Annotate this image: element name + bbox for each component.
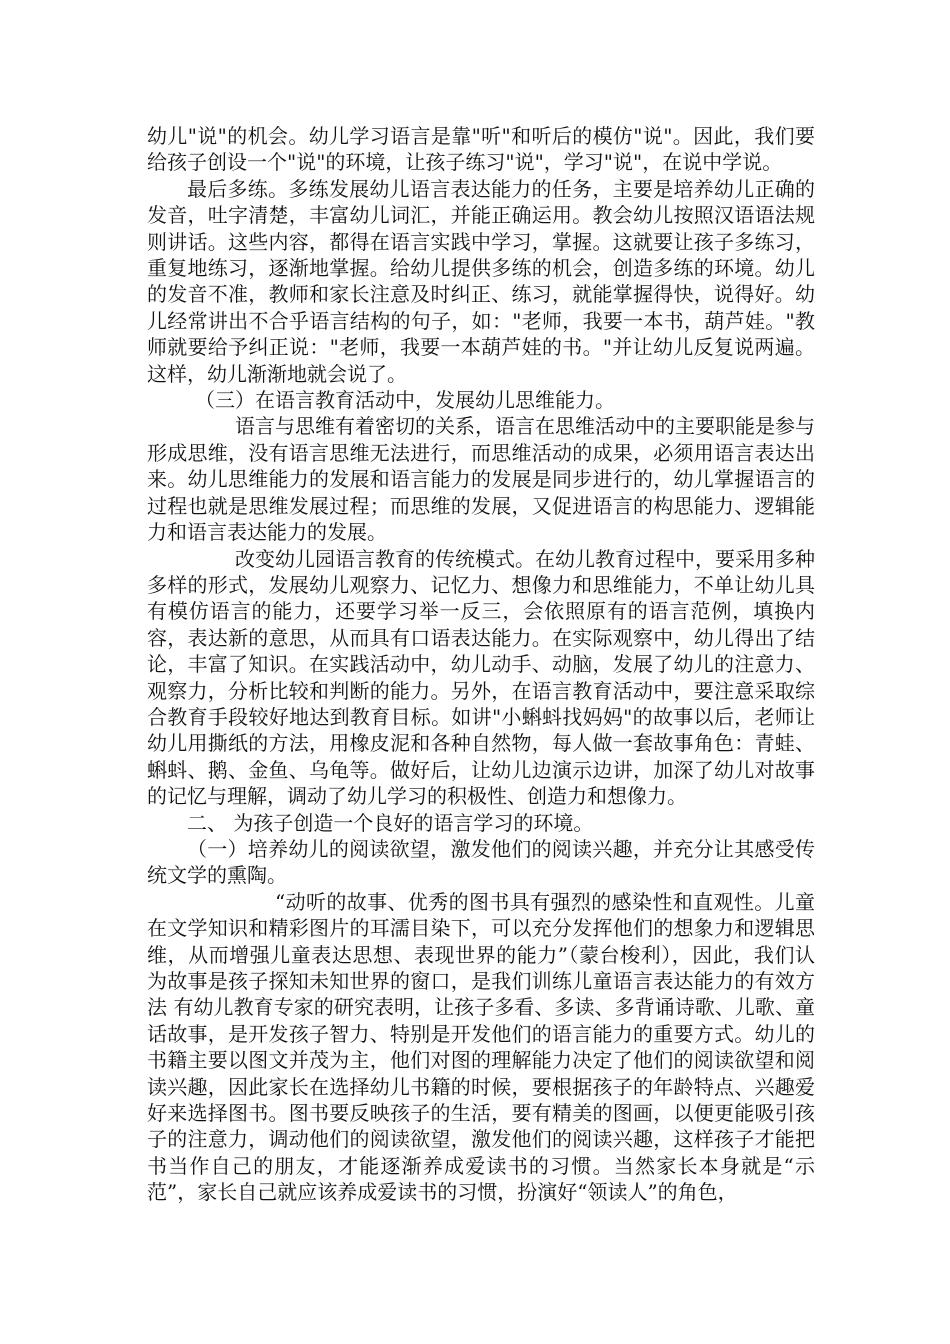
paragraph-change-mode: 改变幼儿园语言教育的传统模式。在幼儿教育过程中，要采用多种多样的形式，发展幼儿观察力、记忆力、想像力和思维能力，不单让幼儿具有模仿语言的能力，还要学习举一反三，会依照原有的语言范例，填换内容，表达新的意思，从而具有口语表达能力。在实际观察中，幼儿得出了结论，丰富了知识。在实践活动中，幼儿动手、动脑，发展了幼儿的注意力、观察力，分析比较和判断的能力。另外，在语言教育活动中，要注意采取综合教育手段较好地达到教育目标。如讲"小蝌蚪找妈妈"的故事以后，老师让幼儿用撕纸的方法，用橡皮泥和各种自然物，每人做一套故事角色：青蛙、蝌蚪、鹅、金鱼、乌龟等。做好后，让幼儿边演示边讲，加深了幼儿对故事的记忆与理解，调动了幼儿学习的积极性、创造力和想像力。 <box>147 546 815 809</box>
body-text <box>147 123 815 1206</box>
paragraph-practice-more: 最后多练。多练发展幼儿语言表达能力的任务，主要是培养幼儿正确的发音，吐字清楚，丰富幼儿词汇，并能正确运用。教会幼儿按照汉语语法规则讲话。这些内容，都得在语言实践中学习，掌握。这就要让孩子多练习，重复地练习，逐渐地掌握。给幼儿提供多练的机会，创造多练的环境。幼儿的发音不准，教师和家长注意及时纠正、练习，就能掌握得快，说得好。幼儿经常讲出不合乎语言结构的句子，如："老师，我要一本书，葫芦娃。"教师就要给予纠正说："老师，我要一本葫芦娃的书。"并让幼儿反复说两遍。这样，幼儿渐渐地就会说了。 <box>147 176 815 386</box>
section-heading-2: 二、 为孩子创造一个良好的语言学习的环境。 <box>187 810 594 835</box>
paragraph-continued: 幼儿"说"的机会。幼儿学习语言是靠"听"和听后的模仿"说"。因此，我们要给孩子创设一个"说"的环境，让孩子练习"说"，学习"说"，在说中学说。 <box>147 124 815 175</box>
paragraph-language-thinking: 语言与思维有着密切的关系，语言在思维活动中的主要职能是参与形成思维，没有语言思维无法进行，而思维活动的成果，必须用语言表达出来。幼儿思维能力的发展和语言能力的发展是同步进行的，幼儿掌握语言的过程也就是思维发展过程；而思维的发展，又促进语言的构思能力、逻辑能力和语言表达能力的发展。 <box>147 414 815 545</box>
section-heading-3: （三）在语言教育活动中，发展幼儿思维能力。 <box>195 388 615 413</box>
paragraph-reading-interest: “动听的故事、优秀的图书具有强烈的感染性和直观性。儿童在文学知识和精彩图片的耳濡目染下，可以充分发挥他们的想象力和逻辑思维，从而增强儿童表达思想、表现世界的能力”（蒙台梭利），因此，我们认为故事是孩子探知未知世界的窗口，是我们训练儿童语言表达能力的有效方法 有幼儿教育专家的研究表明，让孩子多看、多读、多背诵诗歌、儿歌、童话故事，是开发孩子智力、特别是开发他们的语言能力的重要方式。幼儿的书籍主要以图文并茂为主，他们对图的理解能力决定了他们的阅读欲望和阅读兴趣，因此家长在选择幼儿书籍的时候，要根据孩子的年龄特点、兴趣爱好来选择图书。图书要反映孩子的生活，要有精美的图画，以便更能吸引孩子的注意力，调动他们的阅读欲望，激发他们的阅读兴趣，这样孩子才能把书当作自己的朋友，才能逐渐养成爱读书的习惯。当然家长本身就是“示范”，家长自己就应该养成爱读书的习惯，扮演好“领读人”的角色， <box>147 889 815 1205</box>
subsection-heading-1: （一）培养幼儿的阅读欲望，激发他们的阅读兴趣，并充分让其感受传统文学的熏陶。 <box>147 836 815 888</box>
